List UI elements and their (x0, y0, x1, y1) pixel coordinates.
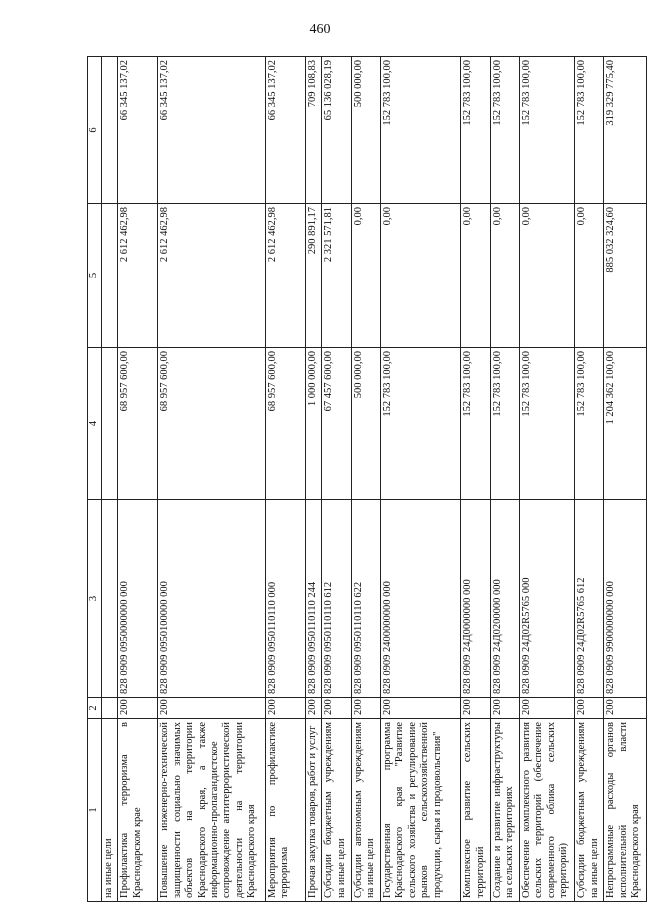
remaining-amount: 66 345 137,02 (158, 57, 266, 204)
column-number-row (88, 57, 102, 902)
budget-classification-code: 828 0909 24Д0200000 000 (490, 500, 519, 698)
expense-name: на иные цели (102, 719, 118, 902)
expense-name: Государственная программа Краснодарского края "Развитие сельского хозяйства и регулирование рынков сельскохозяйственной продукции, сырья и продовольствия" (381, 719, 461, 902)
approved-amount: 1 204 362 100,00 (604, 348, 647, 500)
executed-amount: 0,00 (575, 204, 604, 348)
approved-amount: 152 783 100,00 (381, 348, 461, 500)
remaining-amount: 152 783 100,00 (575, 57, 604, 204)
executed-amount: 0,00 (381, 204, 461, 348)
budget-classification-code: 828 0909 24Д0000000 000 (461, 500, 490, 698)
executed-amount: 0,00 (461, 204, 490, 348)
column-number: 2 (88, 698, 102, 719)
column-number: 1 (88, 719, 102, 902)
remaining-amount: 66 345 137,02 (266, 57, 306, 204)
executed-amount: 290 891,17 (306, 204, 322, 348)
budget-classification-code: 828 0909 24Д02R5765 000 (519, 500, 574, 698)
approved-amount: 152 783 100,00 (519, 348, 574, 500)
table-container (87, 57, 647, 902)
budget-classification-code: 828 0909 0950100000 000 (158, 500, 266, 698)
remaining-amount: 65 136 028,19 (322, 57, 351, 204)
remaining-amount (102, 57, 118, 204)
column-number: 6 (88, 57, 102, 204)
expense-name: Комплексное развитие сельских территорий (461, 719, 490, 902)
column-number: 5 (88, 204, 102, 348)
approved-amount: 68 957 600,00 (158, 348, 266, 500)
expense-name: Профилактика терроризма в Краснодарском крае (118, 719, 158, 902)
column-number: 4 (88, 348, 102, 500)
expense-name: Прочая закупка товаров, работ и услуг (306, 719, 322, 902)
approved-amount: 152 783 100,00 (490, 348, 519, 500)
rotated-table-frame (87, 57, 647, 902)
admin-code: 200 (519, 698, 574, 719)
admin-code: 200 (604, 698, 647, 719)
budget-classification-code: 828 0909 0950000000 000 (118, 500, 158, 698)
admin-code: 200 (158, 698, 266, 719)
budget-classification-code: 828 0909 2400000000 000 (381, 500, 461, 698)
approved-amount: 68 957 600,00 (118, 348, 158, 500)
remaining-amount: 152 783 100,00 (461, 57, 490, 204)
expense-name: Субсидии автономным учреждениям на иные цели (351, 719, 380, 902)
table-row (604, 57, 647, 902)
budget-classification-code: 828 0909 24Д02R5765 612 (575, 500, 604, 698)
budget-classification-code: 828 0909 9900000000 000 (604, 500, 647, 698)
approved-amount: 500 000,00 (351, 348, 380, 500)
admin-code: 200 (266, 698, 306, 719)
admin-code: 200 (461, 698, 490, 719)
table-row (461, 57, 490, 902)
remaining-amount: 152 783 100,00 (381, 57, 461, 204)
remaining-amount: 152 783 100,00 (490, 57, 519, 204)
page-number: 460 (309, 22, 331, 37)
expense-name: Создание и развитие инфраструктуры на сельских территориях (490, 719, 519, 902)
admin-code: 200 (575, 698, 604, 719)
table-row (575, 57, 604, 902)
executed-amount: 0,00 (490, 204, 519, 348)
table-row (490, 57, 519, 902)
table-row (322, 57, 351, 902)
budget-classification-code: 828 0909 0950110110 622 (351, 500, 380, 698)
executed-amount: 2 321 571,81 (322, 204, 351, 348)
budget-classification-code: 828 0909 0950110110 000 (266, 500, 306, 698)
expense-name: Субсидии бюджетным учреждениям на иные цели (322, 719, 351, 902)
admin-code: 200 (490, 698, 519, 719)
executed-amount: 2 612 462,98 (266, 204, 306, 348)
expense-name: Мероприятия по профилактике терроризма (266, 719, 306, 902)
table-row (118, 57, 158, 902)
admin-code: 200 (118, 698, 158, 719)
budget-classification-code: 828 0909 0950110110 612 (322, 500, 351, 698)
table-row (519, 57, 574, 902)
admin-code: 200 (322, 698, 351, 719)
budget-classification-code: 828 0909 0950110110 244 (306, 500, 322, 698)
table-row (266, 57, 306, 902)
executed-amount: 2 612 462,98 (158, 204, 266, 348)
executed-amount: 0,00 (351, 204, 380, 348)
budget-classification-code (102, 500, 118, 698)
admin-code: 200 (306, 698, 322, 719)
table-row (306, 57, 322, 902)
remaining-amount: 500 000,00 (351, 57, 380, 204)
column-number: 3 (88, 500, 102, 698)
budget-table (87, 56, 647, 902)
expense-name: Обеспечение комплексного развития сельских территорий (обеспечение современного облика сельских территорий) (519, 719, 574, 902)
executed-amount: 0,00 (519, 204, 574, 348)
expense-name: Повышение инженерно-технической защищенности социально значимых объектов на территории Краснодарского края, а также информационно-пропагандистское сопровождение антитеррористической деятельности на территории Краснодарского края (158, 719, 266, 902)
remaining-amount: 66 345 137,02 (118, 57, 158, 204)
table-row (158, 57, 266, 902)
remaining-amount: 709 108,83 (306, 57, 322, 204)
approved-amount: 152 783 100,00 (575, 348, 604, 500)
expense-name: Субсидии бюджетным учреждениям на иные цели (575, 719, 604, 902)
table-row (381, 57, 461, 902)
approved-amount: 68 957 600,00 (266, 348, 306, 500)
admin-code (102, 698, 118, 719)
table-row (351, 57, 380, 902)
approved-amount: 1 000 000,00 (306, 348, 322, 500)
executed-amount: 2 612 462,98 (118, 204, 158, 348)
admin-code: 200 (351, 698, 380, 719)
table-row (102, 57, 118, 902)
approved-amount (102, 348, 118, 500)
approved-amount: 67 457 600,00 (322, 348, 351, 500)
remaining-amount: 152 783 100,00 (519, 57, 574, 204)
admin-code: 200 (381, 698, 461, 719)
remaining-amount: 319 329 775,40 (604, 57, 647, 204)
executed-amount (102, 204, 118, 348)
expense-name: Непрограммные расходы органов исполнительной власти Краснодарского края (604, 719, 647, 902)
approved-amount: 152 783 100,00 (461, 348, 490, 500)
executed-amount: 885 032 324,60 (604, 204, 647, 348)
